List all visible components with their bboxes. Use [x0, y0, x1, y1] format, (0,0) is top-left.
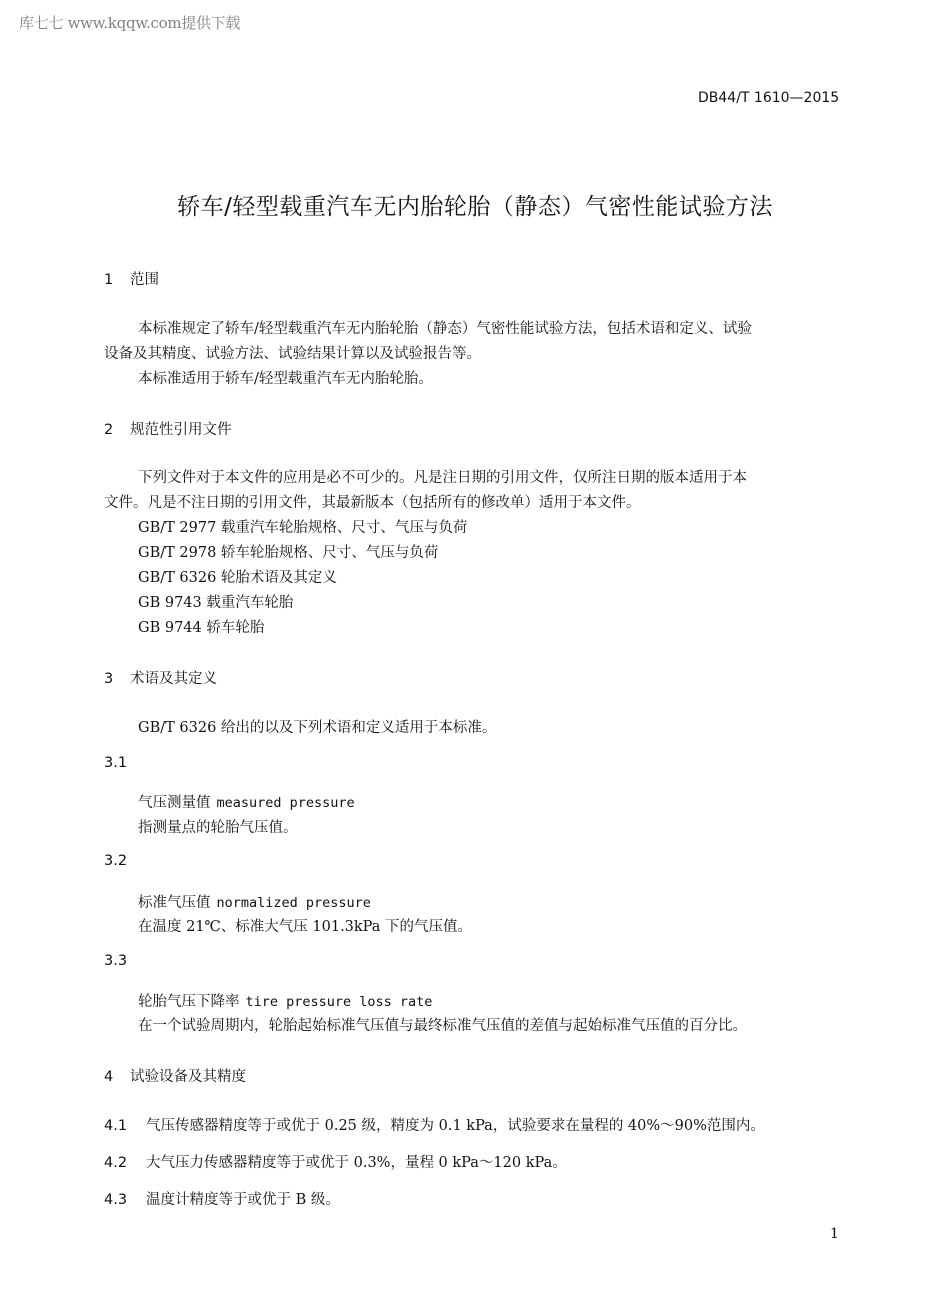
term-heading [138, 990, 432, 1011]
section-2-heading [104, 418, 232, 439]
term-heading [138, 891, 371, 912]
reference-item: GB/T 6326 轮胎术语及其定义 [138, 570, 337, 586]
term-en: normalized pressure [216, 895, 371, 911]
term-zh: 气压测量值 [138, 795, 211, 811]
section-1-heading [104, 268, 159, 289]
reference-item: GB/T 2977 载重汽车轮胎规格、尺寸、气压与负荷 [138, 520, 468, 536]
clause-text: 气压传感器精度等于或优于 0.25 级，精度为 0.1 kPa，试验要求在量程的 40%～90%范围内。 [146, 1118, 765, 1134]
document-title: 轿车/轻型载重汽车无内胎轮胎（静态）气密性能试验方法 [177, 194, 773, 220]
paragraph: 本标准适用于轿车/轻型载重汽车无内胎轮胎。 [138, 371, 433, 387]
term-zh: 标准气压值 [138, 895, 211, 911]
paragraph: 文件。凡是不注日期的引用文件，其最新版本（包括所有的修改单）适用于本文件。 [104, 495, 641, 511]
term-en: measured pressure [216, 795, 355, 811]
section-title: 规范性引用文件 [130, 422, 232, 438]
term-heading [138, 791, 355, 812]
section-number: 3 [104, 671, 114, 687]
section-3-heading [104, 667, 217, 688]
reference-item: GB/T 2978 轿车轮胎规格、尺寸、气压与负荷 [138, 545, 439, 561]
clause-item [104, 1188, 340, 1209]
section-4-heading [104, 1065, 246, 1086]
section-number: 1 [104, 272, 114, 288]
clause-text: 大气压力传感器精度等于或优于 0.3%，量程 0 kPa～120 kPa。 [146, 1155, 567, 1171]
subclause-number: 3.1 [104, 755, 128, 771]
page-number: 1 [830, 1226, 839, 1242]
term-definition: 在一个试验周期内，轮胎起始标准气压值与最终标准气压值的差值与起始标准气压值的百分比。 [138, 1018, 747, 1034]
document-number: DB44/T 1610—2015 [698, 90, 840, 106]
section-number: 2 [104, 422, 114, 438]
section-title: 范围 [130, 272, 159, 288]
clause-item [104, 1114, 765, 1135]
watermark: 库七七 www.kqqw.com提供下载 [19, 14, 241, 32]
paragraph: 设备及其精度、试验方法、试验结果计算以及试验报告等。 [104, 346, 481, 362]
paragraph: 本标准规定了轿车/轻型载重汽车无内胎轮胎（静态）气密性能试验方法，包括术语和定义、试验 [138, 321, 752, 337]
reference-item: GB 9743 载重汽车轮胎 [138, 595, 294, 611]
section-title: 试验设备及其精度 [130, 1069, 246, 1085]
subclause-number: 3.3 [104, 953, 128, 969]
clause-number: 4.3 [104, 1192, 128, 1208]
section-number: 4 [104, 1069, 114, 1085]
paragraph: GB/T 6326 给出的以及下列术语和定义适用于本标准。 [138, 720, 497, 736]
subclause-number: 3.2 [104, 853, 128, 869]
term-zh: 轮胎气压下降率 [138, 994, 240, 1010]
term-definition: 在温度 21℃、标准大气压 101.3kPa 下的气压值。 [138, 919, 473, 935]
clause-item [104, 1151, 567, 1172]
term-definition: 指测量点的轮胎气压值。 [138, 820, 298, 836]
term-en: tire pressure loss rate [245, 994, 433, 1010]
clause-text: 温度计精度等于或优于 B 级。 [146, 1192, 340, 1208]
clause-number: 4.2 [104, 1155, 128, 1171]
reference-item: GB 9744 轿车轮胎 [138, 620, 265, 636]
section-title: 术语及其定义 [130, 671, 217, 687]
clause-number: 4.1 [104, 1118, 128, 1134]
paragraph: 下列文件对于本文件的应用是必不可少的。凡是注日期的引用文件，仅所注日期的版本适用于本 [138, 470, 747, 486]
